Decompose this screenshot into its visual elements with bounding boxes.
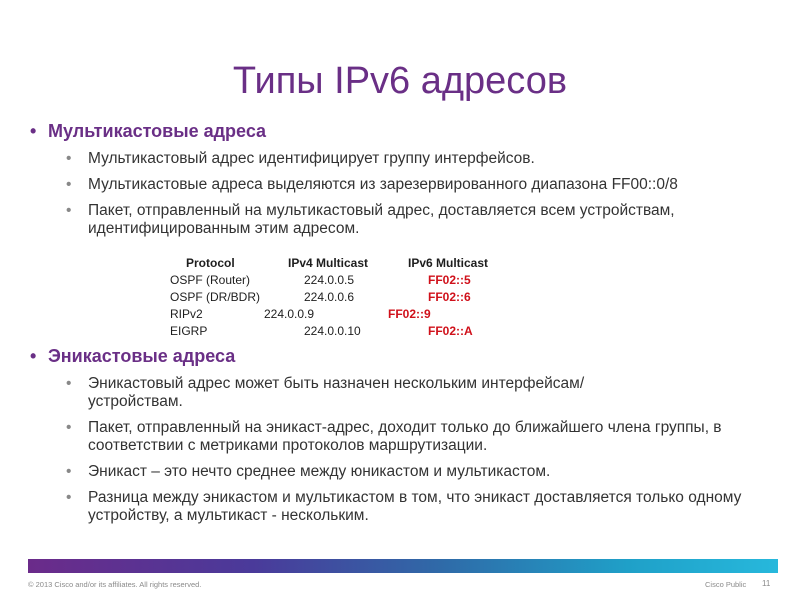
footer-copyright: © 2013 Cisco and/or its affiliates. All rights reserved. bbox=[28, 580, 202, 589]
section-anycast bbox=[28, 345, 768, 525]
table-cell-ipv4: 224.0.0.5 bbox=[304, 273, 355, 287]
list-item: • Разница между эникастом и мультикастом в том, что эникаст доставляется только одному устройству, а мультикаст - нескольким. bbox=[28, 489, 778, 525]
list-item: • Эникаст – это нечто среднее между юникастом и мультикастом. bbox=[28, 463, 768, 481]
table-cell-ipv4: 224.0.0.6 bbox=[304, 290, 355, 304]
table-row bbox=[168, 306, 528, 323]
footer-classification: Cisco Public bbox=[705, 580, 747, 589]
table-cell-ipv4: 224.0.0.10 bbox=[304, 324, 361, 338]
list-item: • Пакет, отправленный на мультикастовый адрес, доставляется всем устройствам, идентифицированным этим адресом. bbox=[28, 202, 688, 238]
list-item: • Эникастовый адрес может быть назначен нескольким интерфейсам/устройствам. bbox=[28, 375, 588, 411]
table-header-protocol: Protocol bbox=[186, 256, 235, 270]
list-item: • Мультикастовые адреса выделяются из зарезервированного диапазона FF00::0/8 bbox=[28, 176, 708, 194]
page-number: 11 bbox=[762, 579, 771, 588]
table-cell-protocol: EIGRP bbox=[170, 324, 208, 338]
slide-title: Типы IPv6 адресов bbox=[232, 60, 568, 102]
table-cell-ipv6: FF02::A bbox=[428, 324, 473, 338]
table-row bbox=[168, 289, 528, 306]
table-cell-ipv6: FF02::6 bbox=[428, 290, 471, 304]
table-cell-ipv4: 224.0.0.9 bbox=[264, 307, 315, 321]
table-row bbox=[168, 323, 528, 340]
section-multicast bbox=[28, 120, 768, 238]
section-heading: • Мультикастовые адреса bbox=[28, 120, 768, 142]
table-cell-ipv6: FF02::5 bbox=[428, 273, 471, 287]
table-header-ipv4: IPv4 Multicast bbox=[288, 256, 369, 270]
table-cell-protocol: OSPF (Router) bbox=[170, 273, 251, 287]
table-cell-protocol: OSPF (DR/BDR) bbox=[170, 290, 260, 304]
multicast-protocol-table bbox=[168, 255, 528, 340]
table-header-row bbox=[168, 255, 528, 272]
table-row bbox=[168, 272, 528, 289]
table-header-ipv6: IPv6 Multicast bbox=[408, 256, 489, 270]
table-cell-ipv6: FF02::9 bbox=[388, 307, 431, 321]
footer-gradient-bar bbox=[28, 559, 778, 573]
list-item: • Пакет, отправленный на эникаст-адрес, доходит только до ближайшего члена группы, в соответствии с метриками протоколов маршрутизации. bbox=[28, 419, 778, 455]
list-item: • Мультикастовый адрес идентифицирует группу интерфейсов. bbox=[28, 150, 768, 168]
table-cell-protocol: RIPv2 bbox=[170, 307, 203, 321]
section-heading: • Эникастовые адреса bbox=[28, 345, 768, 367]
